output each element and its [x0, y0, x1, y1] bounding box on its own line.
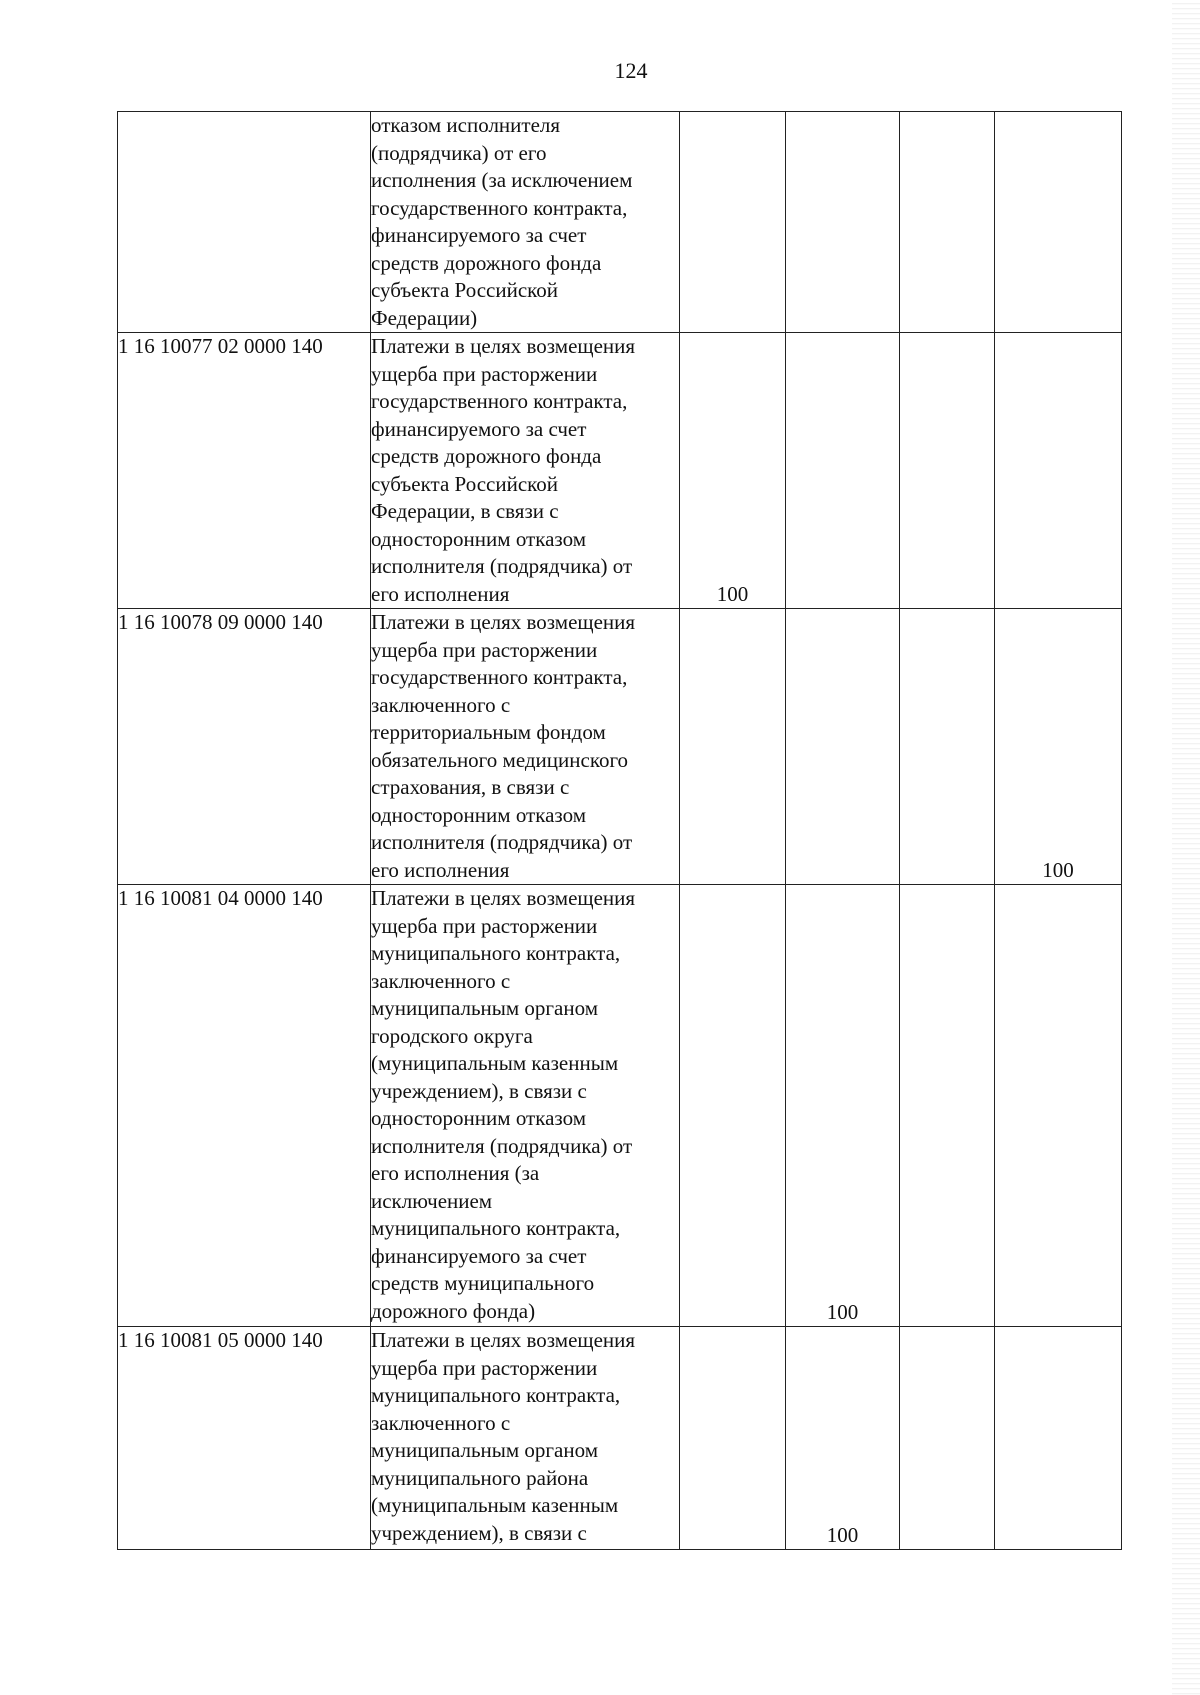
description-text: Платежи в целях возмещения ущерба при расторжении государственного контракта, заключенного с территориальным фондом обязательного медицинского страхования, в связи с односторонним отказом исполнителя (подрядчика) от его исполнения	[371, 610, 636, 882]
value-cell-3	[900, 112, 995, 333]
value-cell-4	[995, 333, 1122, 609]
value-cell-1	[680, 885, 786, 1327]
table-row	[118, 333, 1122, 609]
value-cell-2	[786, 333, 900, 609]
value-cell-2	[786, 609, 900, 885]
code-cell: 1 16 10081 05 0000 140	[118, 1327, 371, 1550]
code-cell: 1 16 10081 04 0000 140	[118, 885, 371, 1327]
code-cell	[118, 112, 371, 333]
code-cell: 1 16 10078 09 0000 140	[118, 609, 371, 885]
description-cell	[371, 609, 680, 885]
description-text: Платежи в целях возмещения ущерба при расторжении государственного контракта, финансируемого за счет средств дорожного фонда субъекта Российской Федерации, в связи с односторонним отказом исполнителя (подрядчика) от его исполнения	[371, 334, 636, 606]
value-cell-1: 100	[680, 333, 786, 609]
description-cell	[371, 333, 680, 609]
value-cell-4	[995, 885, 1122, 1327]
value-cell-2	[786, 112, 900, 333]
value-cell-3	[900, 609, 995, 885]
value-cell-2: 100	[786, 1327, 900, 1550]
table-row	[118, 112, 1122, 333]
table-row	[118, 609, 1122, 885]
description-text: отказом исполнителя (подрядчика) от его исполнения (за исключением государственного контракта, финансируемого за счет средств дорожного фонда субъекта Российской Федерации)	[371, 113, 633, 330]
value-cell-1	[680, 112, 786, 333]
description-cell	[371, 885, 680, 1327]
value-cell-4	[995, 112, 1122, 333]
budget-revenue-table	[117, 111, 1122, 1550]
description-cell	[371, 112, 680, 333]
description-text: Платежи в целях возмещения ущерба при расторжении муниципального контракта, заключенного с муниципальным органом муниципального района (муниципальным казенным учреждением), в связи с	[371, 1328, 636, 1545]
value-cell-2: 100	[786, 885, 900, 1327]
value-cell-3	[900, 885, 995, 1327]
description-cell	[371, 1327, 680, 1550]
code-cell: 1 16 10077 02 0000 140	[118, 333, 371, 609]
value-cell-3	[900, 1327, 995, 1550]
value-cell-3	[900, 333, 995, 609]
page-number: 124	[614, 58, 648, 83]
value-cell-4: 100	[995, 609, 1122, 885]
table-row	[118, 1327, 1122, 1550]
value-cell-1	[680, 609, 786, 885]
table-row	[118, 885, 1122, 1327]
value-cell-4	[995, 1327, 1122, 1550]
scan-edge-artifact	[1172, 0, 1200, 1695]
value-cell-1	[680, 1327, 786, 1550]
description-text: Платежи в целях возмещения ущерба при расторжении муниципального контракта, заключенного с муниципальным органом городского округа (муниципальным казенным учреждением), в связи с односторонним отказом исполнителя (подрядчика) от его исполнения (за исключением муниципального контракта, финансируемого за счет средств муниципального дорожного фонда)	[371, 886, 636, 1323]
